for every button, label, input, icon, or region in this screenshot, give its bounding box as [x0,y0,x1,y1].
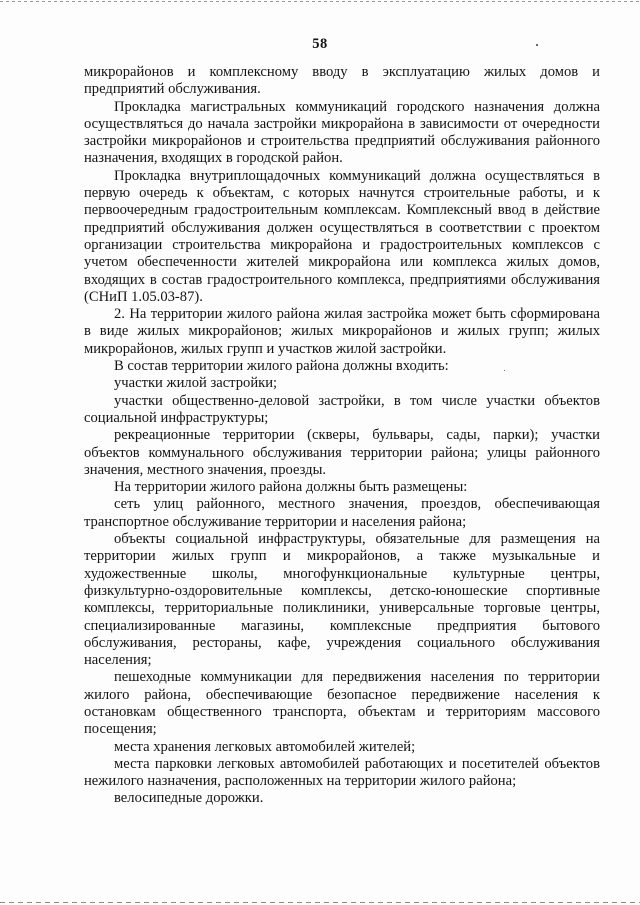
list-item: пешеходные коммуникации для передвижения населения по территории жилого района, обеспечивающие безопасное передвижение населения к остановкам общественного транспорта, объектам и территориям массового посещения; [84,669,600,738]
scan-edge-top [0,1,640,2]
list-item: рекреационные территории (скверы, бульвары, сады, парки); участки объектов коммунального обслуживания территории района; улицы районного значения, местного значения, проезды. [84,427,600,478]
list-item: сеть улиц районного, местного значения, проездов, обеспечивающая транспортное обслуживание территории и населения района; [84,496,600,530]
paragraph: На территории жилого района должны быть размещены: [114,479,468,496]
list-item: участки общественно-деловой застройки, в том числе участки объектов социальной инфраструктуры; [84,392,600,426]
list-item: велосипедные дорожки. [114,790,264,807]
document-body [84,64,600,808]
page-number: 58 [312,36,328,52]
scan-edge-bottom [0,902,640,903]
paragraph: Прокладка магистральных коммуникаций городского назначения должна осуществляться до начала застройки микрорайона в зависимости от очередности застройки микрорайонов и строительства предприятий обслуживания районного назначения, входящих в городской район. [84,98,600,167]
list-item: объекты социальной инфраструктуры, обязательные для размещения на территории жилых групп и микрорайонов, а также музыкальные и художественные школы, многофункциональные культурные центры, физкультурно-оздоровительные комплексы, детско-юношеские спортивные комплексы, территориальные поликлиники, универсальные торговые центры, специализированные магазины, комплексные предприятия бытового обслуживания, рестораны, кафе, учреждения социального обслуживания населения; [84,531,600,669]
paragraph: 2. На территории жилого района жилая застройка может быть сформирована в виде жилых микрорайонов; жилых микрорайонов и жилых групп; жилых микрорайонов, жилых групп и участков жилой застройки. [84,306,600,357]
list-item: места хранения легковых автомобилей жителей; [114,738,416,755]
list-item: участки жилой застройки; [114,375,278,392]
paragraph: В состав территории жилого района должны входить: [114,358,449,375]
paragraph: Прокладка внутриплощадочных коммуникаций должна осуществляться в первую очередь к объектам, с которых начнутся строительные работы, и к первоочередным градостроительным комплексам. Комплексный ввод в действие предприятий обслуживания должен осуществляться в соответствии с проектом организации строительства микрорайона и градостроительных комплексов с учетом обеспеченности жителей микрорайона или комплекса жилых домов, входящих в состав градостроительного комплекса, предприятиями обслуживания (СНиП 1.05.03-87). [84,167,600,305]
scan-speck [536,44,538,46]
list-item: места парковки легковых автомобилей работающих и посетителей объектов нежилого назначения, расположенных на территории жилого района; [84,755,600,790]
paragraph: микрорайонов и комплексному вводу в эксплуатацию жилых домов и предприятий обслуживания. [84,64,600,98]
